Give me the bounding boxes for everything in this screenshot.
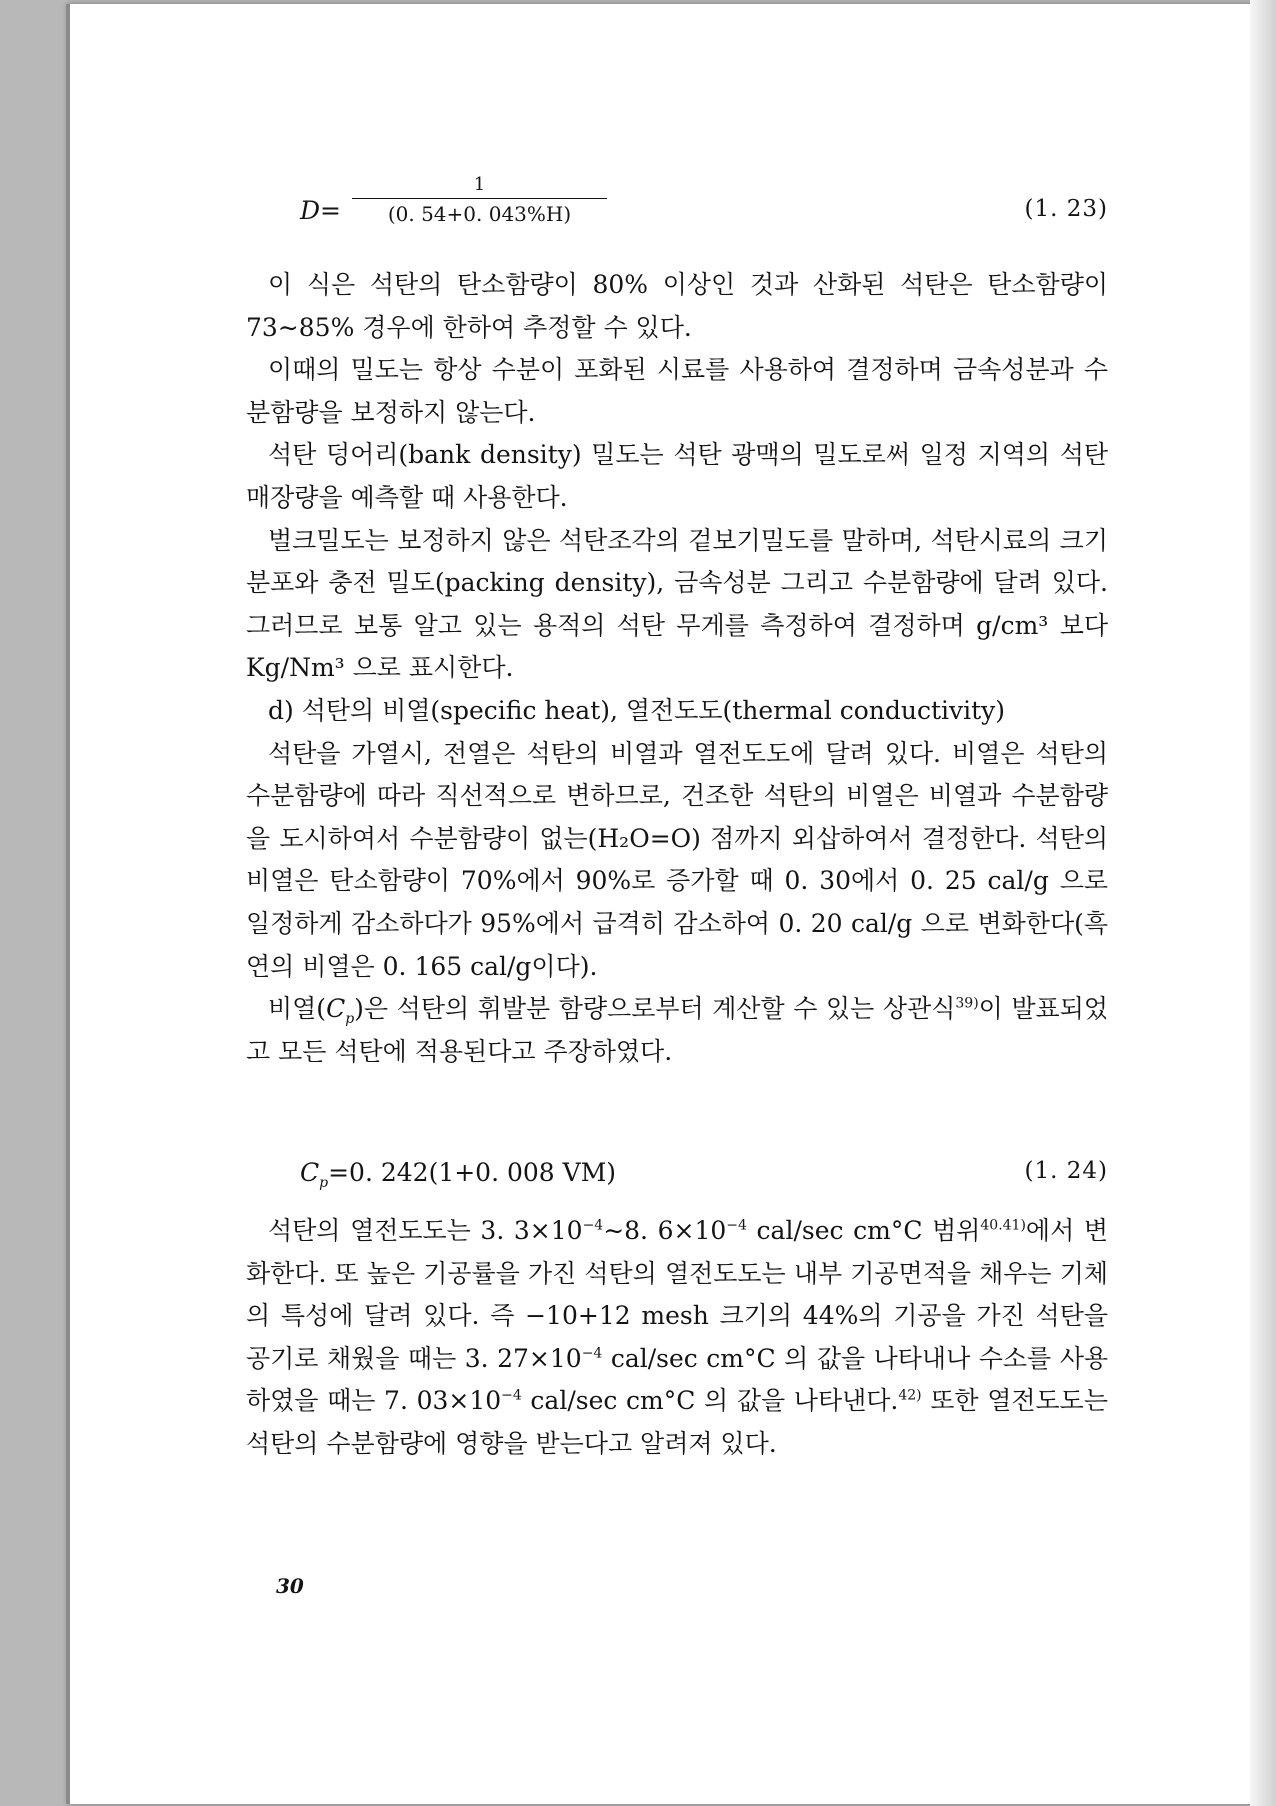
equation-number: (1. 24) bbox=[1024, 1158, 1108, 1184]
math-symbol: C bbox=[326, 994, 346, 1024]
text: 에서 변화한다. 또 높은 기공률을 가진 석탄의 열전도도는 내부 기공면적을 채우는 기체의 특성에 달려 있다. 즉 −10+12 mesh 크기의 44%의 기공을 가진 석탄을 공기로 채웠을 때는 3. 27×10 bbox=[246, 1216, 1108, 1373]
paragraph: 석탄을 가열시, 전열은 석탄의 비열과 열전도도에 달려 있다. 비열은 석탄의 수분함량에 따라 직선적으로 변하므로, 건조한 석탄의 비열은 비열과 수분함량을 도시하여서 수분함량이 없는(H₂O=O) 점까지 외삽하여서 결정한다. 석탄의 비열은 탄소함량이 70%에서 90%로 증가할 때 0. 30에서 0. 25 cal/g 으로 일정하게 감소하다가 95%에서 급격히 감소하여 0. 20 cal/g 으로 변화한다(흑연의 비열은 0. 165 cal/g이다). bbox=[246, 738, 1108, 981]
fraction bbox=[352, 174, 607, 226]
exponent: −4 bbox=[726, 1217, 747, 1234]
reference: 40.41) bbox=[980, 1217, 1026, 1234]
text: 석탄의 열전도도는 3. 3×10 bbox=[268, 1216, 583, 1245]
text: 이 발표되었고 모든 석탄에 적용된다고 주장하였다. bbox=[246, 994, 1108, 1066]
paragraph-thermal bbox=[246, 1210, 1108, 1466]
text: ∼8. 6×10 bbox=[603, 1216, 727, 1245]
text: cal/sec cm°C 범위 bbox=[746, 1216, 981, 1245]
exponent: −4 bbox=[501, 1388, 522, 1405]
equation-1-24 bbox=[300, 1158, 1108, 1214]
equation-body bbox=[300, 1158, 617, 1191]
equation-number: (1. 23) bbox=[1024, 196, 1108, 222]
reference: 42) bbox=[898, 1388, 922, 1405]
fraction-bar bbox=[352, 198, 607, 199]
math-subscript: p bbox=[319, 1175, 329, 1191]
paragraph: 이때의 밀도는 항상 수분이 포화된 시료를 사용하여 결정하며 금속성분과 수분함량을 보정하지 않는다. bbox=[246, 355, 1108, 427]
paragraph: 이 식은 석탄의 탄소함량이 80% 이상인 것과 산화된 석탄은 탄소함량이 73∼85% 경우에 한하여 추정할 수 있다. bbox=[246, 270, 1108, 342]
equation-lhs: D= bbox=[300, 196, 341, 225]
text: cal/sec cm°C 의 값을 나타낸다. bbox=[521, 1386, 899, 1416]
text: cal/sec cm°C 의 값을 나타내나 수소를 사용하였을 때는 7. 03×10 bbox=[246, 1343, 1109, 1416]
exponent: −4 bbox=[582, 1217, 604, 1234]
paragraph: 석탄 덩어리(bank density) 밀도는 석탄 광맥의 밀도로써 일정 지역의 석탄 매장량을 예측할 때 사용한다. bbox=[246, 440, 1108, 512]
text: )은 석탄의 휘발분 함량으로부터 계산할 수 있는 상관식 bbox=[354, 994, 956, 1024]
section-heading: d) 석탄의 비열(specific heat), 열전도도(thermal conductivity) bbox=[268, 695, 1006, 725]
reference: 39) bbox=[955, 995, 979, 1012]
paragraph: 벌크밀도는 보정하지 않은 석탄조각의 겉보기밀도를 말하며, 석탄시료의 크기 분포와 충전 밀도(packing density), 금속성분 그리고 수분함량에 달려 있다. 그러므로 보통 알고 있는 용적의 석탄 무게를 측정하여 결정하며 g/cm³ 보다 Kg/Nm³ 으로 표시한다. bbox=[246, 525, 1108, 683]
equation-rhs: =0. 242(1+0. 008 VM) bbox=[328, 1158, 617, 1187]
right-edge-shadow bbox=[1250, 0, 1276, 1806]
equation-1-23 bbox=[300, 174, 1108, 252]
body-text-bottom bbox=[246, 1210, 1108, 1466]
exponent: −4 bbox=[581, 1345, 603, 1362]
fraction-numerator: 1 bbox=[473, 174, 486, 195]
body-text-top bbox=[246, 264, 1108, 1073]
text: 또한 열전도도는 석탄의 수분함량에 영향을 받는다고 알려져 있다. bbox=[246, 1386, 1108, 1458]
math-subscript: p bbox=[345, 1011, 355, 1028]
text: 비열( bbox=[268, 994, 327, 1024]
math-symbol: C bbox=[300, 1158, 320, 1187]
fraction-denominator: (0. 54+0. 043%H) bbox=[387, 202, 572, 226]
page-number: 30 bbox=[276, 1574, 304, 1598]
paragraph-cp bbox=[246, 988, 1108, 1073]
